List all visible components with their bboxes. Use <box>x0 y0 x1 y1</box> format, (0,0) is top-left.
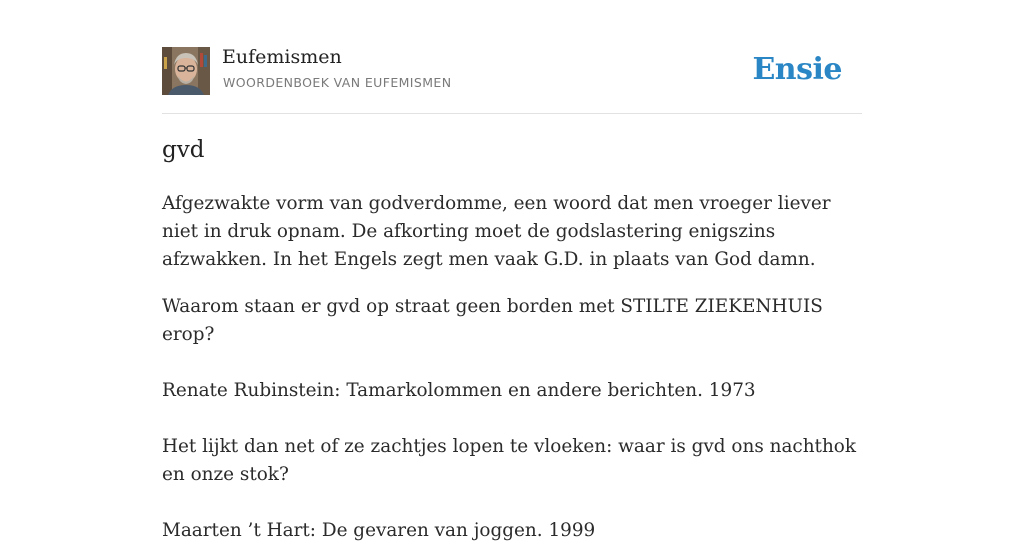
dictionary-title[interactable]: Eufemismen <box>222 46 342 68</box>
example-quote: Het lijkt dan net of ze zachtjes lopen te vloeken: waar is gvd ons nachthok en onze stok? <box>162 436 857 485</box>
example-quote: Waarom staan er gvd op straat geen borden met STILTE ZIEKENHUIS erop? <box>162 296 823 345</box>
dictionary-header <box>162 0 862 114</box>
entry-examples <box>162 293 862 545</box>
example-source: Maarten ’t Hart: De gevaren van joggen. 1999 <box>162 520 596 541</box>
main-content <box>162 0 862 541</box>
entry-definition: Afgezwakte vorm van godverdomme, een woord dat men vroeger liever niet in druk opnam. De afkorting moet de godslastering enigszins afzwakken. In het Engels zegt men vaak G.D. in plaats van God damn. <box>162 193 831 270</box>
ensie-logo[interactable]: Ensie <box>752 52 842 87</box>
author-portrait-icon[interactable] <box>162 47 210 95</box>
dictionary-subtitle: WOORDENBOEK VAN EUFEMISMEN <box>223 75 452 90</box>
example-source: Renate Rubinstein: Tamarkolommen en andere berichten. 1973 <box>162 380 756 401</box>
entry-headword: gvd <box>162 137 205 163</box>
